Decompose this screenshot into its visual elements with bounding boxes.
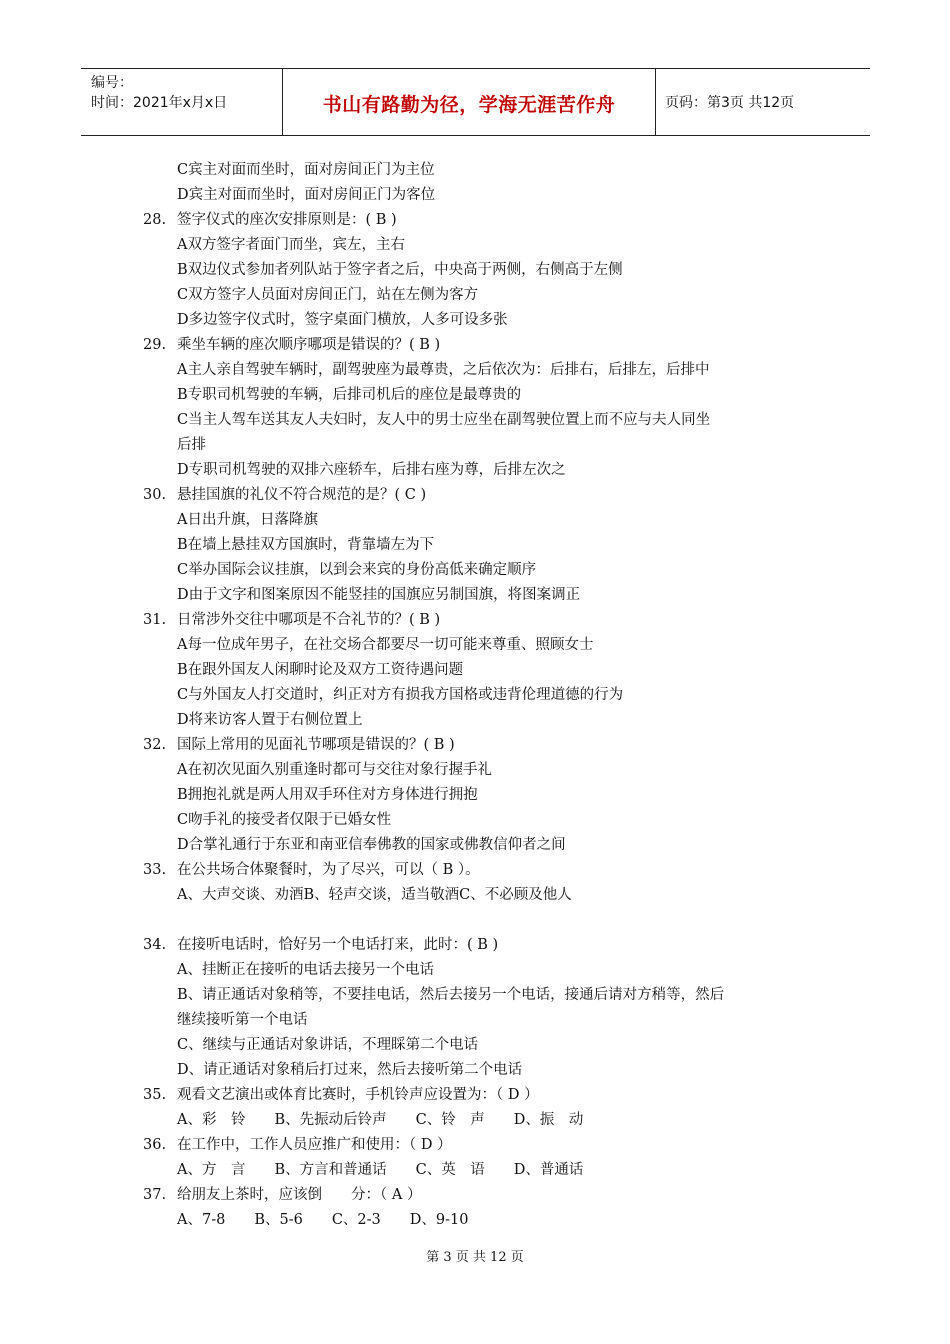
question-number: 30. — [143, 487, 167, 503]
option-line: B在跟外国友人闲聊时论及双方工资待遇问题 — [177, 662, 464, 678]
question-text: 给朋友上茶时，应该倒 分：（ A ） — [177, 1187, 422, 1203]
question-number: 29. — [143, 337, 167, 353]
question-number: 33. — [143, 862, 167, 878]
question-list — [143, 158, 823, 1233]
header-page-label: 页码：第3页 共12页 — [665, 95, 795, 111]
header-motto-cell — [283, 69, 656, 135]
page-header — [81, 68, 870, 136]
question-line — [143, 333, 823, 358]
page-footer: 第 3 页 共 12 页 — [426, 1250, 524, 1265]
option-line: D将来访客人置于右侧位置上 — [177, 712, 363, 728]
doc-number-label: 编号： — [91, 75, 133, 91]
question-line — [143, 483, 823, 508]
option-line: A、挂断正在接听的电话去接另一个电话 — [177, 962, 434, 978]
question-number: 32. — [143, 737, 167, 753]
question-text: 悬挂国旗的礼仪不符合规范的是？( C ) — [177, 487, 427, 503]
option-line: A每一位成年男子，在社交场合都要尽一切可能来尊重、照顾女士 — [177, 637, 594, 653]
header-page-cell — [656, 69, 870, 135]
question-line — [143, 733, 823, 758]
option-line: C与外国友人打交道时，纠正对方有损我方国格或违背伦理道德的行为 — [177, 687, 624, 703]
option-line: A在初次见面久别重逢时都可与交往对象行握手礼 — [177, 762, 492, 778]
option-line: A、7-8 B、5-6 C、2-3 D、9-10 — [177, 1212, 469, 1228]
question-text: 在工作中，工作人员应推广和使用：（ D ） — [177, 1137, 452, 1153]
option-line: C、继续与正通话对象讲话，不理睬第二个电话 — [177, 1037, 479, 1053]
option-line: C双方签字人员面对房间正门，站在左侧为客方 — [177, 287, 479, 303]
option-line: A、彩 铃 B、先振动后铃声 C、铃 声 D、振 动 — [177, 1112, 584, 1128]
header-info — [81, 69, 283, 135]
question-line — [143, 858, 823, 883]
option-line: B拥抱礼就是两人用双手环住对方身体进行拥抱 — [177, 787, 478, 803]
option-line: D多边签字仪式时，签字桌面门横放，人多可设多张 — [177, 312, 508, 328]
question-number: 36. — [143, 1137, 167, 1153]
option-line: A日出升旗，日落降旗 — [177, 512, 318, 528]
option-line: A、大声交谈、劝酒B、轻声交谈，适当敬酒C、不必顾及他人 — [177, 887, 572, 903]
question-line — [143, 1183, 823, 1208]
question-text: 日常涉外交往中哪项是不合礼节的？( B ) — [177, 612, 441, 628]
question-line — [143, 933, 823, 958]
question-line — [143, 1083, 823, 1108]
option-line: 继续接听第一个电话 — [177, 1012, 308, 1028]
option-line: C当主人驾车送其友人夫妇时，友人中的男士应坐在副驾驶位置上而不应与夫人同坐 — [177, 412, 711, 428]
question-number: 37. — [143, 1187, 167, 1203]
question-text: 国际上常用的见面礼节哪项是错误的？( B ) — [177, 737, 455, 753]
question-text: 签字仪式的座次安排原则是：( B ) — [177, 212, 397, 228]
question-number: 34. — [143, 937, 167, 953]
option-line: A主人亲自驾驶车辆时，副驾驶座为最尊贵，之后依次为：后排右，后排左，后排中 — [177, 362, 710, 378]
question-text: 在公共场合体聚餐时，为了尽兴，可以（ B ）。 — [177, 862, 480, 878]
question-text: 在接听电话时，恰好另一个电话打来，此时：( B ) — [177, 937, 499, 953]
option-line: C举办国际会议挂旗，以到会来宾的身份高低来确定顺序 — [177, 562, 537, 578]
question-number: 35. — [143, 1087, 167, 1103]
option-line: B双边仪式参加者列队站于签字者之后，中央高于两侧，右侧高于左侧 — [177, 262, 623, 278]
option-line: C宾主对面而坐时，面对房间正门为主位 — [177, 162, 435, 178]
question-line — [143, 208, 823, 233]
option-line: D、请正通话对象稍后打过来，然后去接听第二个电话 — [177, 1062, 523, 1078]
question-text: 观看文艺演出或体育比赛时，手机铃声应设置为：（ D ） — [177, 1087, 539, 1103]
option-line: 后排 — [177, 437, 206, 453]
option-line: D由于文字和图案原因不能竖挂的国旗应另制国旗，将图案调正 — [177, 587, 581, 603]
blank-line — [143, 908, 823, 933]
question-line — [143, 608, 823, 633]
doc-date-label: 时间：2021年x月x日 — [91, 95, 228, 111]
option-line: A双方签字者面门而坐，宾左，主右 — [177, 237, 405, 253]
question-text: 乘坐车辆的座次顺序哪项是错误的？( B ) — [177, 337, 441, 353]
option-line: D合掌礼通行于东亚和南亚信奉佛教的国家或佛教信仰者之间 — [177, 837, 566, 853]
header-motto: 书山有路勤为径，学海无涯苦作舟 — [322, 93, 616, 116]
option-line: B、请正通话对象稍等，不要挂电话，然后去接另一个电话，接通后请对方稍等，然后 — [177, 987, 725, 1003]
option-line: B在墙上悬挂双方国旗时，背靠墙左为下 — [177, 537, 435, 553]
option-line: D专职司机驾驶的双排六座轿车，后排右座为尊，后排左次之 — [177, 462, 566, 478]
question-number: 31. — [143, 612, 167, 628]
option-line: B专职司机驾驶的车辆，后排司机后的座位是最尊贵的 — [177, 387, 522, 403]
option-line: A、方 言 B、方言和普通话 C、英 语 D、普通话 — [177, 1162, 584, 1178]
question-number: 28. — [143, 212, 167, 228]
option-line: C吻手礼的接受者仅限于已婚女性 — [177, 812, 392, 828]
question-line — [143, 1133, 823, 1158]
option-line: D宾主对面而坐时，面对房间正门为客位 — [177, 187, 436, 203]
